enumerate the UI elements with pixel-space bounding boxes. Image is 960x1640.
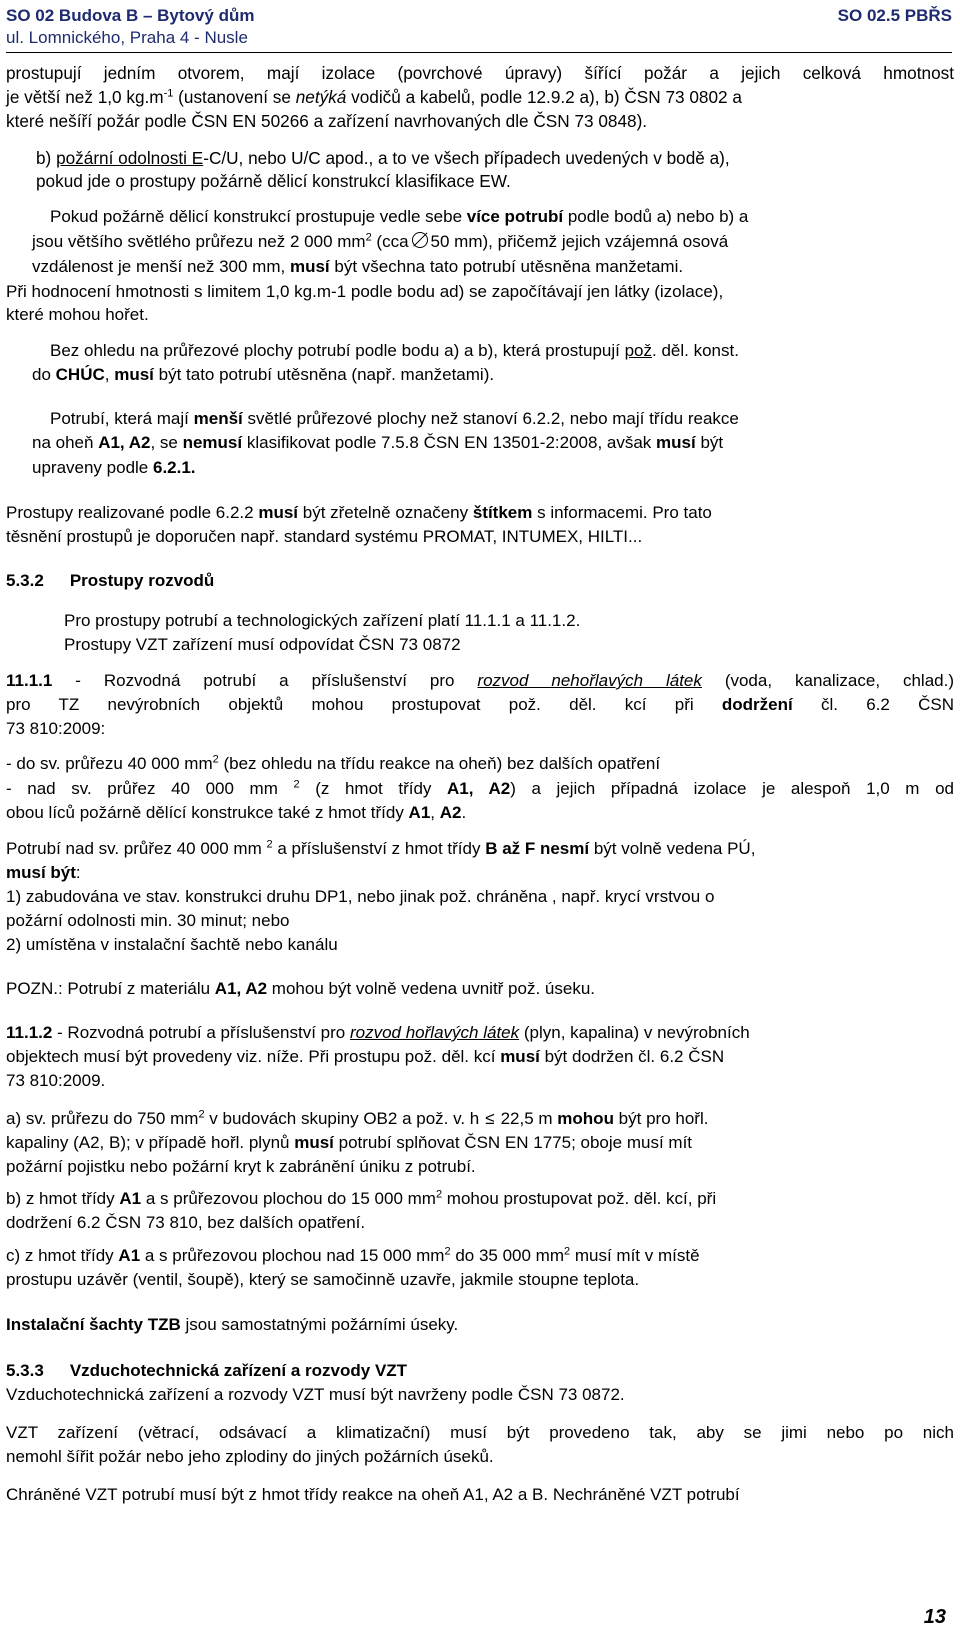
text-line: 1) zabudována ve stav. konstrukci druhu DP1, nebo jinak pož. chráněna , např. krycí vrstvou o bbox=[6, 887, 715, 906]
text-line: 11.1.2 - Rozvodná potrubí a příslušenství pro rozvod hořlavých látek (plyn, kapalina) v nevýrobních bbox=[6, 1023, 750, 1042]
text-line: které nešíří požár podle ČSN EN 50266 a zařízení navrhovaných dle ČSN 73 0848). bbox=[6, 111, 648, 131]
text-line: Prostupy VZT zařízení musí odpovídat ČSN 73 0872 bbox=[64, 635, 461, 654]
text-line: c) z hmot třídy A1 a s průřezovou plochou nad 15 000 $mm^2$ do 35 000 $mm^2$ musí mít v místě bbox=[6, 1245, 700, 1265]
text-line: Vzduchotechnická zařízení a rozvody VZT musí být navrženy podle ČSN 73 0872. bbox=[6, 1385, 625, 1404]
text-line: pro TZ nevýrobních objektů mohou prostupovat pož. děl. kcí při dodržení čl. 6.2 ČSN bbox=[6, 695, 954, 714]
text-line: Pokud požárně dělicí konstrukcí prostupuje vedle sebe více potrubí podle bodů a) nebo b) a bbox=[50, 207, 749, 226]
section-number: 5.3.2 bbox=[6, 571, 44, 590]
text-line: do CHÚC, musí být tato potrubí utěsněna (např. manžetami). bbox=[32, 365, 495, 384]
text-line: Chráněné VZT potrubí musí být z hmot třídy reakce na oheň A1, A2 a B. Nechráněné VZT potrubí bbox=[6, 1485, 740, 1504]
text-line: kapaliny (A2, B); v případě hořl. plynů musí potrubí splňovat ČSN EN 1775; oboje musí mít bbox=[6, 1133, 693, 1152]
section-title: Prostupy rozvodů bbox=[69, 571, 215, 590]
text-line: Pro prostupy potrubí a technologických zařízení platí 11.1.1 a 11.1.2. bbox=[64, 611, 581, 630]
text-line: musí být: bbox=[6, 863, 81, 882]
text-line: prostupu uzávěr (ventil, šoupě), který se samočinně uzavře, jakmile stoupne teplota. bbox=[6, 1270, 640, 1289]
text-line: požární pojistku nebo požární kryt k zabránění úniku z potrubí. bbox=[6, 1157, 476, 1176]
text-line: objektech musí být provedeny viz. níže. Při prostupu pož. děl. kcí musí být dodržen čl. 6.2 ČSN bbox=[6, 1047, 725, 1066]
text-line: prostupují jedním otvorem, mají izolace (povrchové úpravy) šířící požár a jejich celková hmotnost bbox=[6, 63, 954, 83]
header-project: SO 02 Budova B – Bytový dům bbox=[6, 6, 255, 25]
text-line: POZN.: Potrubí z materiálu A1, A2 mohou být volně vedena uvnitř pož. úseku. bbox=[6, 979, 596, 998]
text-line: požární odolnosti min. 30 minut; nebo bbox=[6, 911, 290, 930]
text-line: jsou většího světlého průřezu než 2 000 $mm^2$ (cca 50 mm), přičemž jejich vzájemná osová bbox=[32, 231, 729, 251]
text-line: Při hodnocení hmotnosti s limitem 1,0 kg.m-1 podle bodu ad) se započítávají jen látky (izolace), bbox=[6, 282, 724, 301]
text-line: 73 810:2009: bbox=[6, 719, 106, 738]
text-line: těsnění prostupů je doporučen např. standard systému PROMAT, INTUMEX, HILTI... bbox=[6, 527, 643, 546]
text-line: Potrubí, která mají menší světlé průřezové plochy než stanoví 6.2.2, nebo mají třídu reakce bbox=[50, 409, 739, 428]
text-line: je větší než 1,0 $kg.m^{-1}$ (ustanovení se netýká vodičů a kabelů, podle 12.9.2 a), b) ČSN 73 0802 a bbox=[6, 87, 742, 107]
section-title: Vzduchotechnická zařízení a rozvody VZT bbox=[69, 1361, 408, 1380]
text-line: Instalační šachty TZB jsou samostatnými požárními úseky. bbox=[6, 1315, 459, 1334]
text-line: VZT zařízení (větrací, odsávací a klimatizační) musí být provedeno tak, aby se jimi nebo po nich bbox=[6, 1423, 954, 1442]
text-line: 73 810:2009. bbox=[6, 1071, 106, 1090]
text-line: obou líců požárně dělící konstrukce také z hmot třídy A1, A2. bbox=[6, 803, 467, 822]
text-line: Potrubí nad sv. průřez 40 000 mm $^2$ a příslušenství z hmot třídy B až F nesmí být volně vedena PÚ, bbox=[6, 838, 756, 858]
text-line: nemohl šířit požár nebo jeho zplodiny do jiných požárních úseků. bbox=[6, 1447, 494, 1466]
text-line: Prostupy realizované podle 6.2.2 musí být zřetelně označeny štítkem s informacemi. Pro tato bbox=[6, 503, 712, 522]
text-line: b) z hmot třídy A1 a s průřezovou plochou do 15 000 $mm^2$ mohou prostupovat pož. děl. kcí, při bbox=[6, 1188, 717, 1208]
section-heading-532 bbox=[6, 570, 214, 592]
diameter-icon bbox=[412, 232, 428, 248]
page-number: 13 bbox=[923, 1606, 946, 1628]
text-line: 11.1.1 - Rozvodná potrubí a příslušenství pro rozvod nehořlavých látek (voda, kanalizace, chlad.) bbox=[6, 671, 955, 690]
section-number: 5.3.3 bbox=[6, 1361, 44, 1380]
header-address: ul. Lomnického, Praha 4 - Nusle bbox=[6, 28, 248, 47]
text-line: b) požární odolnosti E-C/U, nebo U/C apod., a to ve všech případech uvedených v bodě a), bbox=[36, 148, 730, 168]
text-line: upraveny podle 6.2.1. bbox=[32, 458, 196, 477]
text-line: vzdálenost je menší než 300 mm, musí být všechna tato potrubí utěsněna manžetami. bbox=[32, 257, 684, 276]
text-line: Bez ohledu na průřezové plochy potrubí podle bodu a) a b), která prostupují pož. děl. konst. bbox=[50, 341, 739, 360]
less-equal-icon: ≤ bbox=[485, 1109, 495, 1128]
text-line: na oheň A1, A2, se nemusí klasifikovat podle 7.5.8 ČSN EN 13501-2:2008, avšak musí být bbox=[32, 433, 724, 452]
text-line: - nad sv. průřez 40 000 mm $^2$ (z hmot třídy A1, A2) a jejich případná izolace je alespoň 1,0 m od bbox=[6, 778, 954, 798]
text-line: dodržení 6.2 ČSN 73 810, bez dalších opatření. bbox=[6, 1213, 366, 1232]
text-line: - do sv. průřezu 40 000 $mm^2$ (bez ohledu na třídu reakce na oheň) bez dalších opatření bbox=[6, 753, 661, 773]
section-heading-533 bbox=[6, 1360, 407, 1382]
text-line: a) sv. průřezu do 750 $mm^2$ v budovách skupiny OB2 a pož. v. h ≤ 22,5 m mohou být pro hořl. bbox=[6, 1108, 709, 1128]
header-doc-code: SO 02.5 PBŘS bbox=[837, 6, 952, 25]
text-line: 2) umístěna v instalační šachtě nebo kanálu bbox=[6, 935, 338, 954]
text-line: pokud jde o prostupy požárně dělicí konstrukcí klasifikace EW. bbox=[36, 171, 511, 191]
page-header bbox=[6, 4, 952, 53]
text-line: které mohou hořet. bbox=[6, 305, 149, 324]
